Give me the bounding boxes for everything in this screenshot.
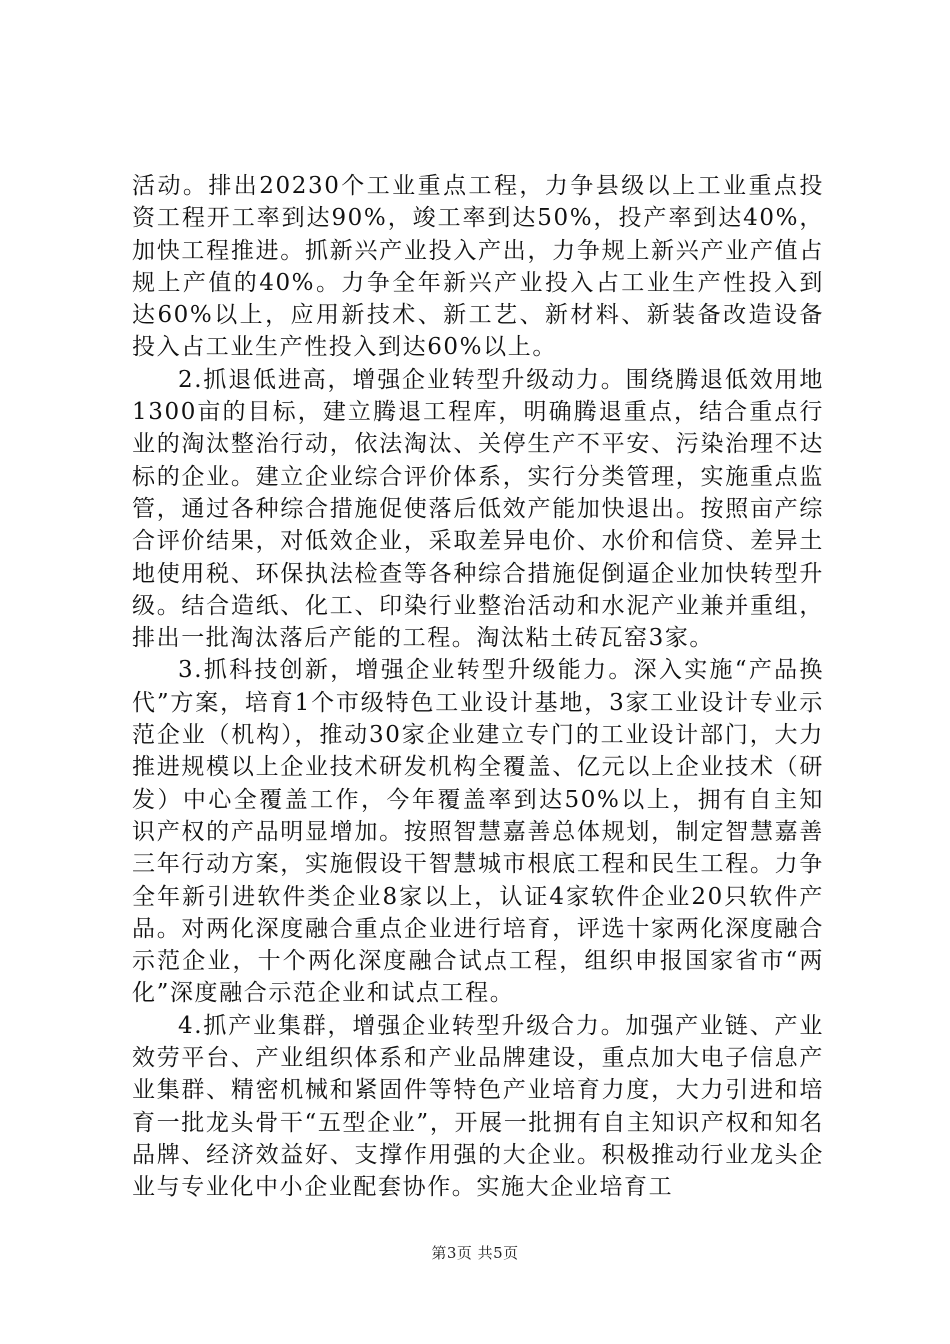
paragraph-continuation: 活动。排出20230个工业重点工程，力争县级以上工业重点投资工程开工率到达90%，竣工率到达50%，投产率到达40%，加快工程推进。抓新兴产业投入产出，力争规上新兴产业产值占规上产值的40%。力争全年新兴产业投入占工业生产性投入到达60%以上，应用新技术、新工艺、新材料、新装备改造设备投入占工业生产性投入到达60%以上。 <box>132 173 824 361</box>
paragraph-item-2: 2.抓退低进高，增强企业转型升级动力。围绕腾退低效用地1300亩的目标，建立腾退工程库，明确腾退重点，结合重点行业的淘汰整治行动，依法淘汰、关停生产不平安、污染治理不达标的企业。建立企业综合评价体系，实行分类管理，实施重点监管，通过各种综合措施促使落后低效产能加快退出。按照亩产综合评价结果，对低效企业，采取差异电价、水价和信贷、差异土地使用税、环保执法检查等各种综合措施促倒逼企业加快转型升级。结合造纸、化工、印染行业整治活动和水泥产业兼并重组，排出一批淘汰落后产能的工程。淘汰粘土砖瓦窑3家。 <box>132 366 824 652</box>
page-number-footer: 第3页 共5页 <box>431 1244 519 1262</box>
paragraph-item-3: 3.抓科技创新，增强企业转型升级能力。深入实施“产品换代”方案，培育1个市级特色工业设计基地，3家工业设计专业示范企业（机构），推动30家企业建立专门的工业设计部门，大力推进规模以上企业技术研发机构全覆盖、亿元以上企业技术（研发）中心全覆盖工作，今年覆盖率到达50%以上，拥有自主知识产权的产品明显增加。按照智慧嘉善总体规划，制定智慧嘉善三年行动方案，实施假设干智慧城市根底工程和民生工程。力争全年新引进软件类企业8家以上，认证4家软件企业20只软件产品。对两化深度融合重点企业进行培育，评选十家两化深度融合示范企业，十个两化深度融合试点工程，组织申报国家省市“两化”深度融合示范企业和试点工程。 <box>132 657 824 1007</box>
document-body <box>132 170 824 1204</box>
paragraph-item-4: 4.抓产业集群，增强企业转型升级合力。加强产业链、产业效劳平台、产业组织体系和产业品牌建设，重点加大电子信息产业集群、精密机械和紧固件等特色产业培育力度，大力引进和培育一批龙头骨干“五型企业”，开展一批拥有自主知识产权和知名品牌、经济效益好、支撑作用强的大企业。积极推动行业龙头企业与专业化中小企业配套协作。实施大企业培育工 <box>132 1012 824 1201</box>
